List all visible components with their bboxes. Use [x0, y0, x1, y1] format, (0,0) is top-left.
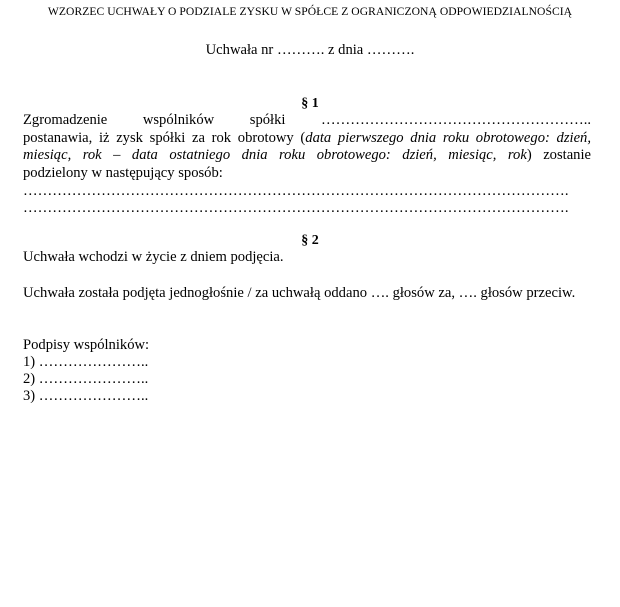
effect-statement: Uchwała wchodzi w życie z dniem podjęcia.	[23, 249, 284, 265]
company-name-placeholder: ………………………………………………..	[321, 112, 591, 128]
section-2-heading: § 2	[301, 233, 319, 248]
word-spolki: spółki	[249, 112, 286, 128]
line-3-italic: miesiąc, rok – data ostatniego dnia roku obrotowego: dzień, miesiąc, rok	[23, 147, 527, 163]
section-1-paragraph	[23, 112, 591, 182]
signature-line-1: 1) …………………..	[23, 354, 149, 370]
section-1-heading: § 1	[301, 96, 319, 111]
document-header: WZORZEC UCHWAŁY O PODZIALE ZYSKU W SPÓŁCE Z OGRANICZONĄ ODPOWIEDZIALNOŚCIĄ	[47, 5, 573, 18]
line-2-text: postanawia, iż zysk spółki za rok obrotowy (	[23, 129, 306, 146]
signatures-label: Podpisy wspólników:	[23, 337, 150, 353]
line-3-text: ) zostanie	[526, 147, 592, 163]
paragraph-line-2	[23, 130, 591, 148]
vote-statement: Uchwała została podjęta jednogłośnie / za uchwałą oddano …. głosów za, …. głosów przeciw.	[23, 285, 576, 301]
paragraph-line-4: podzielony w następujący sposób:	[23, 164, 223, 181]
word-zgromadzenie: Zgromadzenie	[23, 112, 108, 128]
resolution-title: Uchwała nr ………. z dnia ……….	[205, 42, 415, 58]
word-wspolnikow: wspólników	[142, 112, 215, 128]
signature-line-3: 3) …………………..	[23, 388, 149, 404]
distribution-dots-line-1: ………………………………………………………………………………………………….	[23, 183, 569, 199]
paragraph-line-3	[23, 147, 591, 165]
distribution-dots-line-2: ………………………………………………………………………………………………….	[23, 200, 569, 216]
signature-line-2: 2) …………………..	[23, 371, 149, 387]
paragraph-line-1	[23, 112, 591, 130]
line-2-italic: data pierwszego dnia roku obrotowego: dzień,	[305, 129, 591, 146]
